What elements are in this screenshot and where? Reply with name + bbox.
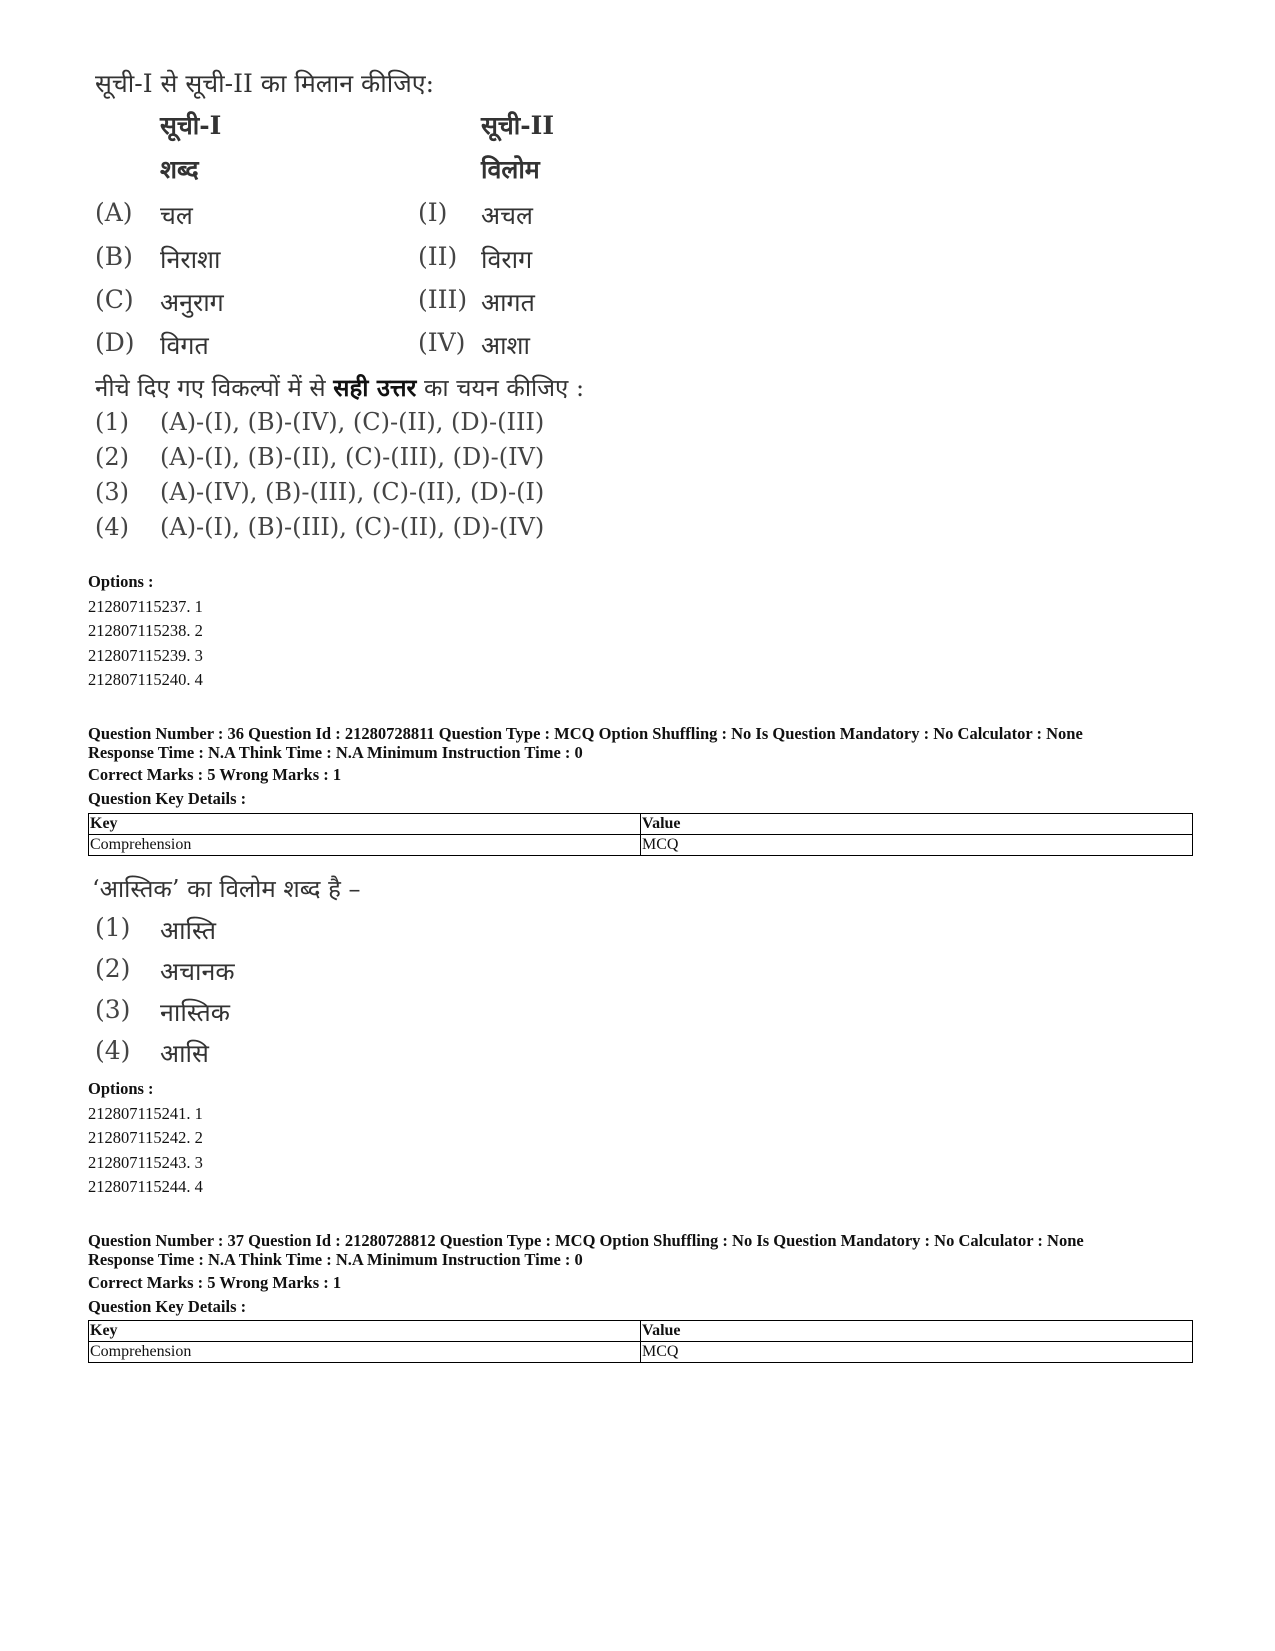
option-item: 212807115242. 2 xyxy=(88,1128,203,1147)
choice-row xyxy=(0,478,1275,512)
list1-subtitle: शब्द xyxy=(160,155,199,184)
table-header-row xyxy=(89,1321,1193,1342)
q36-question: ‘आस्तिक’ का विलोम शब्द है – xyxy=(92,875,361,903)
q37-meta xyxy=(88,1231,1198,1269)
choice-num: (1) xyxy=(95,408,129,436)
q37-meta-line2: Response Time : N.A Think Time : N.A Minimum Instruction Time : 0 xyxy=(88,1250,583,1269)
table-header-value: Value xyxy=(641,1321,1193,1342)
row-right-label: (IV) xyxy=(418,328,466,357)
row-left-label: (C) xyxy=(95,285,134,314)
q37-key-table xyxy=(88,1320,1193,1363)
q36-meta xyxy=(88,724,1198,762)
q36-key-table xyxy=(88,813,1193,856)
q37-key-details-label: Question Key Details : xyxy=(88,1297,247,1316)
table-row xyxy=(89,835,1193,856)
list2-subtitle: विलोम xyxy=(481,155,540,184)
option-item: 212807115241. 1 xyxy=(88,1103,203,1123)
q36-options xyxy=(88,1077,203,1200)
q36-marks: Correct Marks : 5 Wrong Marks : 1 xyxy=(88,765,342,784)
row-right-text: आशा xyxy=(481,331,531,360)
q35-instruction: सूची-I से सूची-II का मिलान कीजिए: xyxy=(95,69,435,98)
choice-text: (A)-(I), (B)-(II), (C)-(III), (D)-(IV) xyxy=(160,443,545,471)
match-row xyxy=(0,285,1275,319)
q36-meta-line1: Question Number : 36 Question Id : 21280728811 Question Type : MCQ Option Shuffling : No Is Question Mandatory : No Calculator : None xyxy=(88,724,1083,743)
choice-row xyxy=(0,995,1275,1029)
row-left-text: विगत xyxy=(160,331,209,360)
choice-num: (3) xyxy=(95,995,131,1024)
row-left-text: अनुराग xyxy=(160,288,224,317)
row-right-text: अचल xyxy=(481,201,533,230)
choice-text: (A)-(I), (B)-(III), (C)-(II), (D)-(IV) xyxy=(160,513,545,541)
q35-list-subtitles xyxy=(0,152,1275,186)
choice-text: अचानक xyxy=(160,957,235,986)
choice-num: (1) xyxy=(95,913,131,942)
choice-num: (2) xyxy=(95,954,131,983)
q37-meta-line1: Question Number : 37 Question Id : 21280728812 Question Type : MCQ Option Shuffling : No Is Question Mandatory : No Calculator : None xyxy=(88,1231,1084,1250)
choice-text: (A)-(IV), (B)-(III), (C)-(II), (D)-(I) xyxy=(160,478,545,506)
option-item: 212807115240. 4 xyxy=(88,670,203,689)
table-header-key: Key xyxy=(89,814,641,835)
q35-list-titles xyxy=(0,108,1275,142)
match-row xyxy=(0,242,1275,276)
option-item: 212807115238. 2 xyxy=(88,621,203,640)
row-left-text: चल xyxy=(160,201,193,230)
q37-marks: Correct Marks : 5 Wrong Marks : 1 xyxy=(88,1273,342,1292)
choice-num: (4) xyxy=(95,1036,131,1065)
list2-title: सूची-II xyxy=(481,111,555,140)
row-right-label: (I) xyxy=(418,198,448,227)
choice-text: आसि xyxy=(160,1039,209,1068)
row-right-label: (II) xyxy=(418,242,458,271)
choice-text: आस्ति xyxy=(160,916,217,945)
options-label: Options : xyxy=(88,572,154,591)
row-left-label: (D) xyxy=(95,328,135,357)
match-row xyxy=(0,198,1275,232)
choice-num: (3) xyxy=(95,478,129,506)
choice-num: (4) xyxy=(95,513,129,541)
row-right-text: आगत xyxy=(481,288,535,317)
match-row xyxy=(0,328,1275,362)
q36-key-details-label: Question Key Details : xyxy=(88,789,247,808)
choice-row xyxy=(0,443,1275,477)
list1-title: सूची-I xyxy=(160,111,222,140)
choice-text: (A)-(I), (B)-(IV), (C)-(II), (D)-(III) xyxy=(160,408,545,436)
option-item: 212807115239. 3 xyxy=(88,645,203,665)
option-item: 212807115244. 4 xyxy=(88,1177,203,1196)
row-left-label: (A) xyxy=(95,198,133,227)
choice-num: (2) xyxy=(95,443,129,471)
choice-text: नास्तिक xyxy=(160,998,231,1027)
row-right-label: (III) xyxy=(418,285,468,314)
table-cell-key: Comprehension xyxy=(89,1342,641,1363)
choice-row xyxy=(0,913,1275,947)
row-right-text: विराग xyxy=(481,245,533,274)
options-label: Options : xyxy=(88,1079,154,1098)
table-cell-value: MCQ xyxy=(641,835,1193,856)
table-header-key: Key xyxy=(89,1321,641,1342)
table-cell-value: MCQ xyxy=(641,1342,1193,1363)
q35-options xyxy=(88,570,203,693)
q36-meta-line2: Response Time : N.A Think Time : N.A Minimum Instruction Time : 0 xyxy=(88,743,583,762)
q35-choose-instruction: नीचे दिए गए विकल्पों में से सही उत्तर का चयन कीजिए : xyxy=(95,373,585,402)
choice-row xyxy=(0,513,1275,547)
table-cell-key: Comprehension xyxy=(89,835,641,856)
row-left-label: (B) xyxy=(95,242,133,271)
table-row xyxy=(89,1342,1193,1363)
option-item: 212807115243. 3 xyxy=(88,1152,203,1172)
choice-row xyxy=(0,408,1275,442)
table-header-row xyxy=(89,814,1193,835)
row-left-text: निराशा xyxy=(160,245,221,274)
option-item: 212807115237. 1 xyxy=(88,596,203,616)
choice-row xyxy=(0,954,1275,988)
table-header-value: Value xyxy=(641,814,1193,835)
choice-row xyxy=(0,1036,1275,1070)
